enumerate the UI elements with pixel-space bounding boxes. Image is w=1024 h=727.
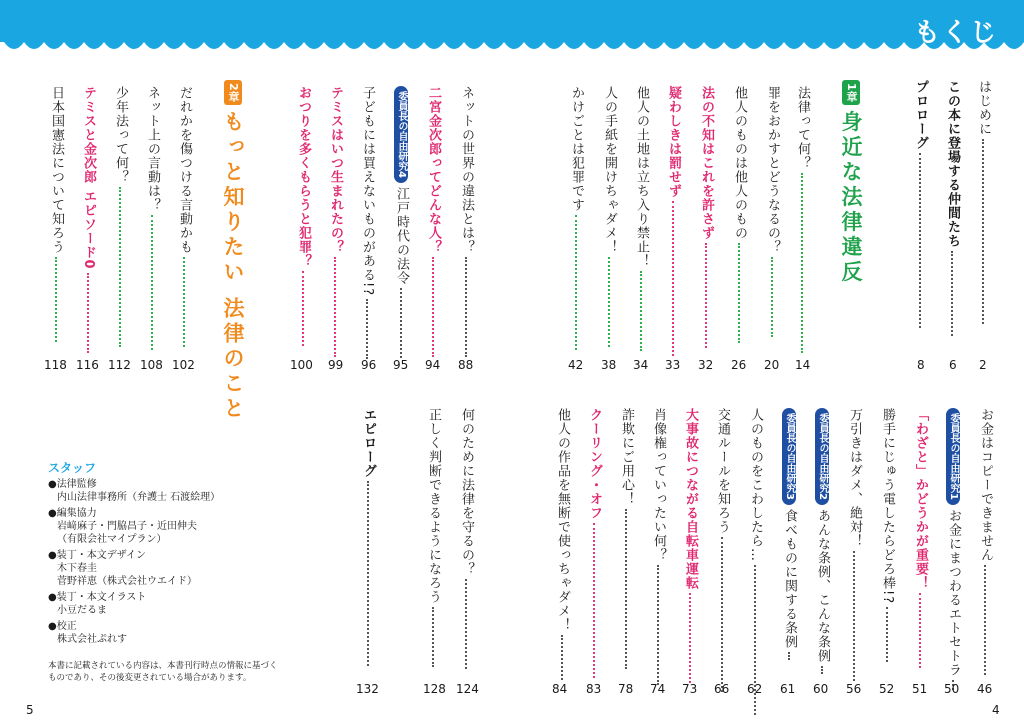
toc-entry[interactable]: 他人の作品を無断で使っちゃダメ！ (556, 408, 569, 680)
toc-page-number: 118 (44, 358, 67, 372)
toc-entry[interactable]: 「わざと」かどうかが重要！ (914, 408, 927, 668)
toc-page-number: 14 (795, 358, 811, 372)
research-badge: 委員長の自由研究2 (815, 408, 829, 505)
toc-entry[interactable]: 他人の土地は立ち入り禁止！ (635, 86, 648, 351)
toc-page-number: 51 (912, 682, 928, 696)
staff-name: （有限会社マイプラン） (57, 534, 167, 545)
staff-name: 岩﨑麻子・門脇昌子・近田伸夫 (57, 521, 197, 532)
toc-entry[interactable]: 人の手紙を開けちゃダメ！ (603, 86, 616, 347)
toc-entry[interactable]: おつりを多くもらうと犯罪？ (297, 86, 310, 346)
toc-entry[interactable]: 法の不知はこれを許さず (700, 86, 713, 348)
toc-page-number: 132 (356, 682, 379, 696)
toc-entry[interactable]: 二宮金次郎ってどんな人？ (427, 86, 440, 357)
toc-entry[interactable]: 勝手にじゅう電したらどろ棒!? (881, 408, 894, 662)
toc-page-number: 95 (393, 358, 409, 372)
toc-page-number: 6 (949, 358, 957, 372)
toc-page-number: 61 (780, 682, 796, 696)
toc-entry[interactable]: 何のために法律を守るの？ (460, 408, 473, 669)
toc-entry[interactable]: ネットの世界の違法とは？ (460, 86, 473, 357)
toc-page-number: 112 (108, 358, 131, 372)
toc-entry[interactable]: 人のものをこわしたら… (749, 408, 762, 715)
toc-entry[interactable]: クーリング・オフ (588, 408, 601, 678)
staff-role-item (48, 507, 268, 546)
toc-entry[interactable]: お金はコピーできません (979, 408, 992, 675)
chapter-2-title: もっと知りたい 法律のこと (221, 110, 245, 422)
staff-title: スタッフ (48, 461, 97, 475)
toc-entry[interactable]: 正しく判断できるようになろう (427, 408, 440, 667)
toc-entry[interactable]: かけごとは犯罪です (570, 86, 583, 350)
toc-page-number: 100 (290, 358, 313, 372)
toc-entry[interactable]: 子どもには買えないものがある!? (361, 86, 374, 359)
toc-entry[interactable]: 他人のものは他人のもの (733, 86, 746, 343)
staff-name: 木下春圭 (57, 563, 97, 574)
staff-role: ●装丁・本文イラスト (48, 592, 147, 603)
toc-page-number: 32 (698, 358, 714, 372)
toc-entry[interactable]: 交通ルールを知ろう (716, 408, 729, 692)
toc-entry[interactable]: 万引きはダメ、絶対！ (848, 408, 861, 681)
toc-entry[interactable]: はじめに (977, 80, 990, 324)
right-page-number: 4 (992, 703, 1000, 717)
chapter-1-title: 身近な法律違反 (839, 110, 863, 286)
toc-entry[interactable]: この本に登場する仲間たち (946, 80, 959, 336)
research-badge: 委員長の自由研究3 (782, 408, 796, 505)
staff-role: ●法律監修 (48, 479, 97, 490)
toc-page-number: 74 (650, 682, 666, 696)
left-page-number: 5 (26, 703, 34, 717)
toc-page-number: 60 (813, 682, 829, 696)
toc-entry[interactable]: 委員長の自由研究2あんな条例、こんな条例 (815, 408, 829, 674)
toc-entry[interactable]: 委員長の自由研究1お金にまつわるエトセトラ (946, 408, 960, 690)
research-badge: 委員長の自由研究4 (394, 86, 408, 183)
toc-entry[interactable]: 委員長の自由研究4江戸時代の法令 (394, 86, 408, 358)
staff-role: ●装丁・本文デザイン (48, 550, 147, 561)
chapter-2-heading (218, 80, 248, 422)
toc-page-number: 8 (917, 358, 925, 372)
toc-page-number: 84 (552, 682, 568, 696)
toc-page-number: 128 (423, 682, 446, 696)
toc-entry[interactable]: 罪をおかすとどうなるの？ (766, 86, 779, 337)
toc-page-number: 116 (76, 358, 99, 372)
toc-page-number: 108 (140, 358, 163, 372)
staff-name: 株式会社ぷれす (57, 634, 127, 645)
toc-page-number: 2 (979, 358, 987, 372)
staff-name: 小豆だるま (57, 605, 107, 616)
toc-entry[interactable]: 詐欺にご用心！ (620, 408, 633, 669)
toc-page-number: 102 (172, 358, 195, 372)
staff-role-item (48, 591, 268, 617)
toc-entry[interactable]: プロローグ (914, 80, 927, 328)
toc-page-number: 42 (568, 358, 584, 372)
toc-page-number: 46 (977, 682, 993, 696)
toc-entry[interactable]: 大事故につながる自転車運転 (684, 408, 697, 683)
toc-page-number: 38 (601, 358, 617, 372)
toc-page-number: 94 (425, 358, 441, 372)
toc-entry[interactable]: 委員長の自由研究3食べものに関する条例 (782, 408, 796, 660)
staff-role-item (48, 620, 268, 646)
toc-page-number: 62 (747, 682, 763, 696)
toc-entry[interactable]: 少年法って何？ (114, 86, 127, 347)
toc-page-number: 52 (879, 682, 895, 696)
toc-page-number: 88 (458, 358, 474, 372)
toc-page-number: 96 (361, 358, 377, 372)
staff-role: ●編集協力 (48, 508, 97, 519)
toc-entry[interactable]: 法律って何？ (796, 86, 809, 353)
staff-credits (48, 462, 268, 646)
toc-page-number: 56 (846, 682, 862, 696)
toc-entry[interactable]: ネット上の言動は？ (146, 86, 159, 350)
toc-page-number: 20 (764, 358, 780, 372)
chapter-2-label: 2章 (224, 80, 242, 105)
toc-entry[interactable]: だれかを傷つける言動かも (178, 86, 191, 347)
staff-role-item (48, 549, 268, 588)
header-wave-band (0, 0, 1024, 62)
staff-role-item (48, 478, 268, 504)
toc-page-number: 83 (586, 682, 602, 696)
toc-page-number: 34 (633, 358, 649, 372)
toc-entry[interactable]: テミスはいつ生まれたの？ (329, 86, 342, 357)
toc-entry[interactable]: 日本国憲法について知ろう (50, 86, 63, 342)
toc-page-number: 50 (944, 682, 960, 696)
toc-page-number: 78 (618, 682, 634, 696)
toc-entry[interactable]: 疑わしきは罰せず (667, 86, 680, 356)
toc-page-number: 99 (328, 358, 344, 372)
toc-entry[interactable]: エピローグ (362, 408, 375, 666)
toc-entry[interactable]: テミスと金次郎 エピソード0 (82, 86, 95, 353)
page-title: もくじ (913, 18, 998, 48)
staff-name: 菅野祥恵（株式会社ウエイド） (57, 576, 197, 587)
toc-page-number: 124 (456, 682, 479, 696)
chapter-1-heading (836, 80, 866, 286)
publication-note: 本書に記載されている内容は、本書刊行時点の情報に基づくものであり、その後変更されている場合があります。 (48, 661, 278, 683)
staff-name: 内山法律事務所（弁護士 石渡絵理） (57, 492, 221, 503)
toc-page-number: 26 (731, 358, 747, 372)
staff-role: ●校正 (48, 621, 77, 632)
toc-page-number: 66 (714, 682, 730, 696)
toc-entry[interactable]: 肖像権っていったい何？ (652, 408, 665, 685)
chapter-1-label: 1章 (842, 80, 860, 105)
toc-page-number: 33 (665, 358, 681, 372)
research-badge: 委員長の自由研究1 (946, 408, 960, 505)
toc-page-number: 73 (682, 682, 698, 696)
